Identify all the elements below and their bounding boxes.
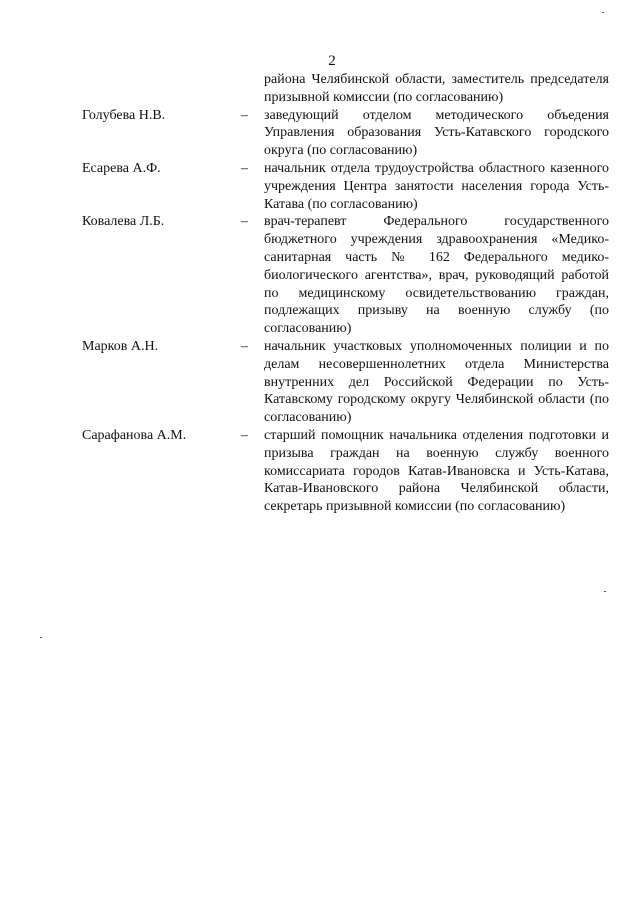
member-position: начальник участковых уполномоченных полиции и по делам несовершеннолетних отдела Министерства внутренних дел Российской Федерации по Усть-Катавскому городскому округу Челябинской области (по согласованию) bbox=[264, 338, 609, 426]
separator-dash: – bbox=[241, 338, 248, 354]
roster-entry bbox=[0, 213, 640, 338]
roster-entry bbox=[0, 107, 640, 160]
member-position: заведующий отделом методического объедения Управления образования Усть-Катавского городского округа (по согласованию) bbox=[264, 107, 609, 159]
member-name: Голубева Н.В. bbox=[82, 107, 166, 123]
page-number: 2 bbox=[328, 53, 336, 69]
commission-roster bbox=[0, 71, 640, 516]
separator-dash: – bbox=[241, 160, 248, 176]
continuation-text: района Челябинской области, заместитель председателя призывной комиссии (по согласованию) bbox=[264, 72, 609, 105]
member-name: Сарафанова А.М. bbox=[82, 427, 187, 443]
member-name: Есарева А.Ф. bbox=[82, 160, 161, 176]
roster-entry bbox=[0, 338, 640, 427]
separator-dash: – bbox=[241, 107, 248, 123]
separator-dash: – bbox=[241, 214, 248, 230]
separator-dash: – bbox=[241, 427, 248, 443]
member-position: старший помощник начальника отделения подготовки и призыва граждан на военную службу военного комиссариата городов Катав-Ивановска и Усть-Катава, Катав-Ивановского района Челябинской области, секретарь призывной комиссии (по согласованию) bbox=[264, 427, 609, 515]
member-name: Марков А.Н. bbox=[82, 338, 159, 354]
member-position: врач-терапевт Федерального государственного бюджетного учреждения здравоохранения «Медико-санитарная часть № 162 Федерального медико-биологического агентства», врач, руководящий работой по медицинскому освидетельствованию граждан, подлежащих призыву на военную службу (по согласованию) bbox=[264, 214, 609, 337]
roster-entry bbox=[0, 427, 640, 516]
scan-speck bbox=[604, 591, 606, 592]
roster-entry bbox=[0, 160, 640, 213]
member-name: Ковалева Л.Б. bbox=[82, 214, 165, 230]
scan-speck bbox=[40, 637, 42, 638]
roster-entry-continuation bbox=[0, 71, 640, 107]
scan-speck bbox=[602, 12, 604, 13]
member-position: начальник отдела трудоустройства областного казенного учреждения Центра занятости населения города Усть-Катава (по согласованию) bbox=[264, 160, 609, 212]
